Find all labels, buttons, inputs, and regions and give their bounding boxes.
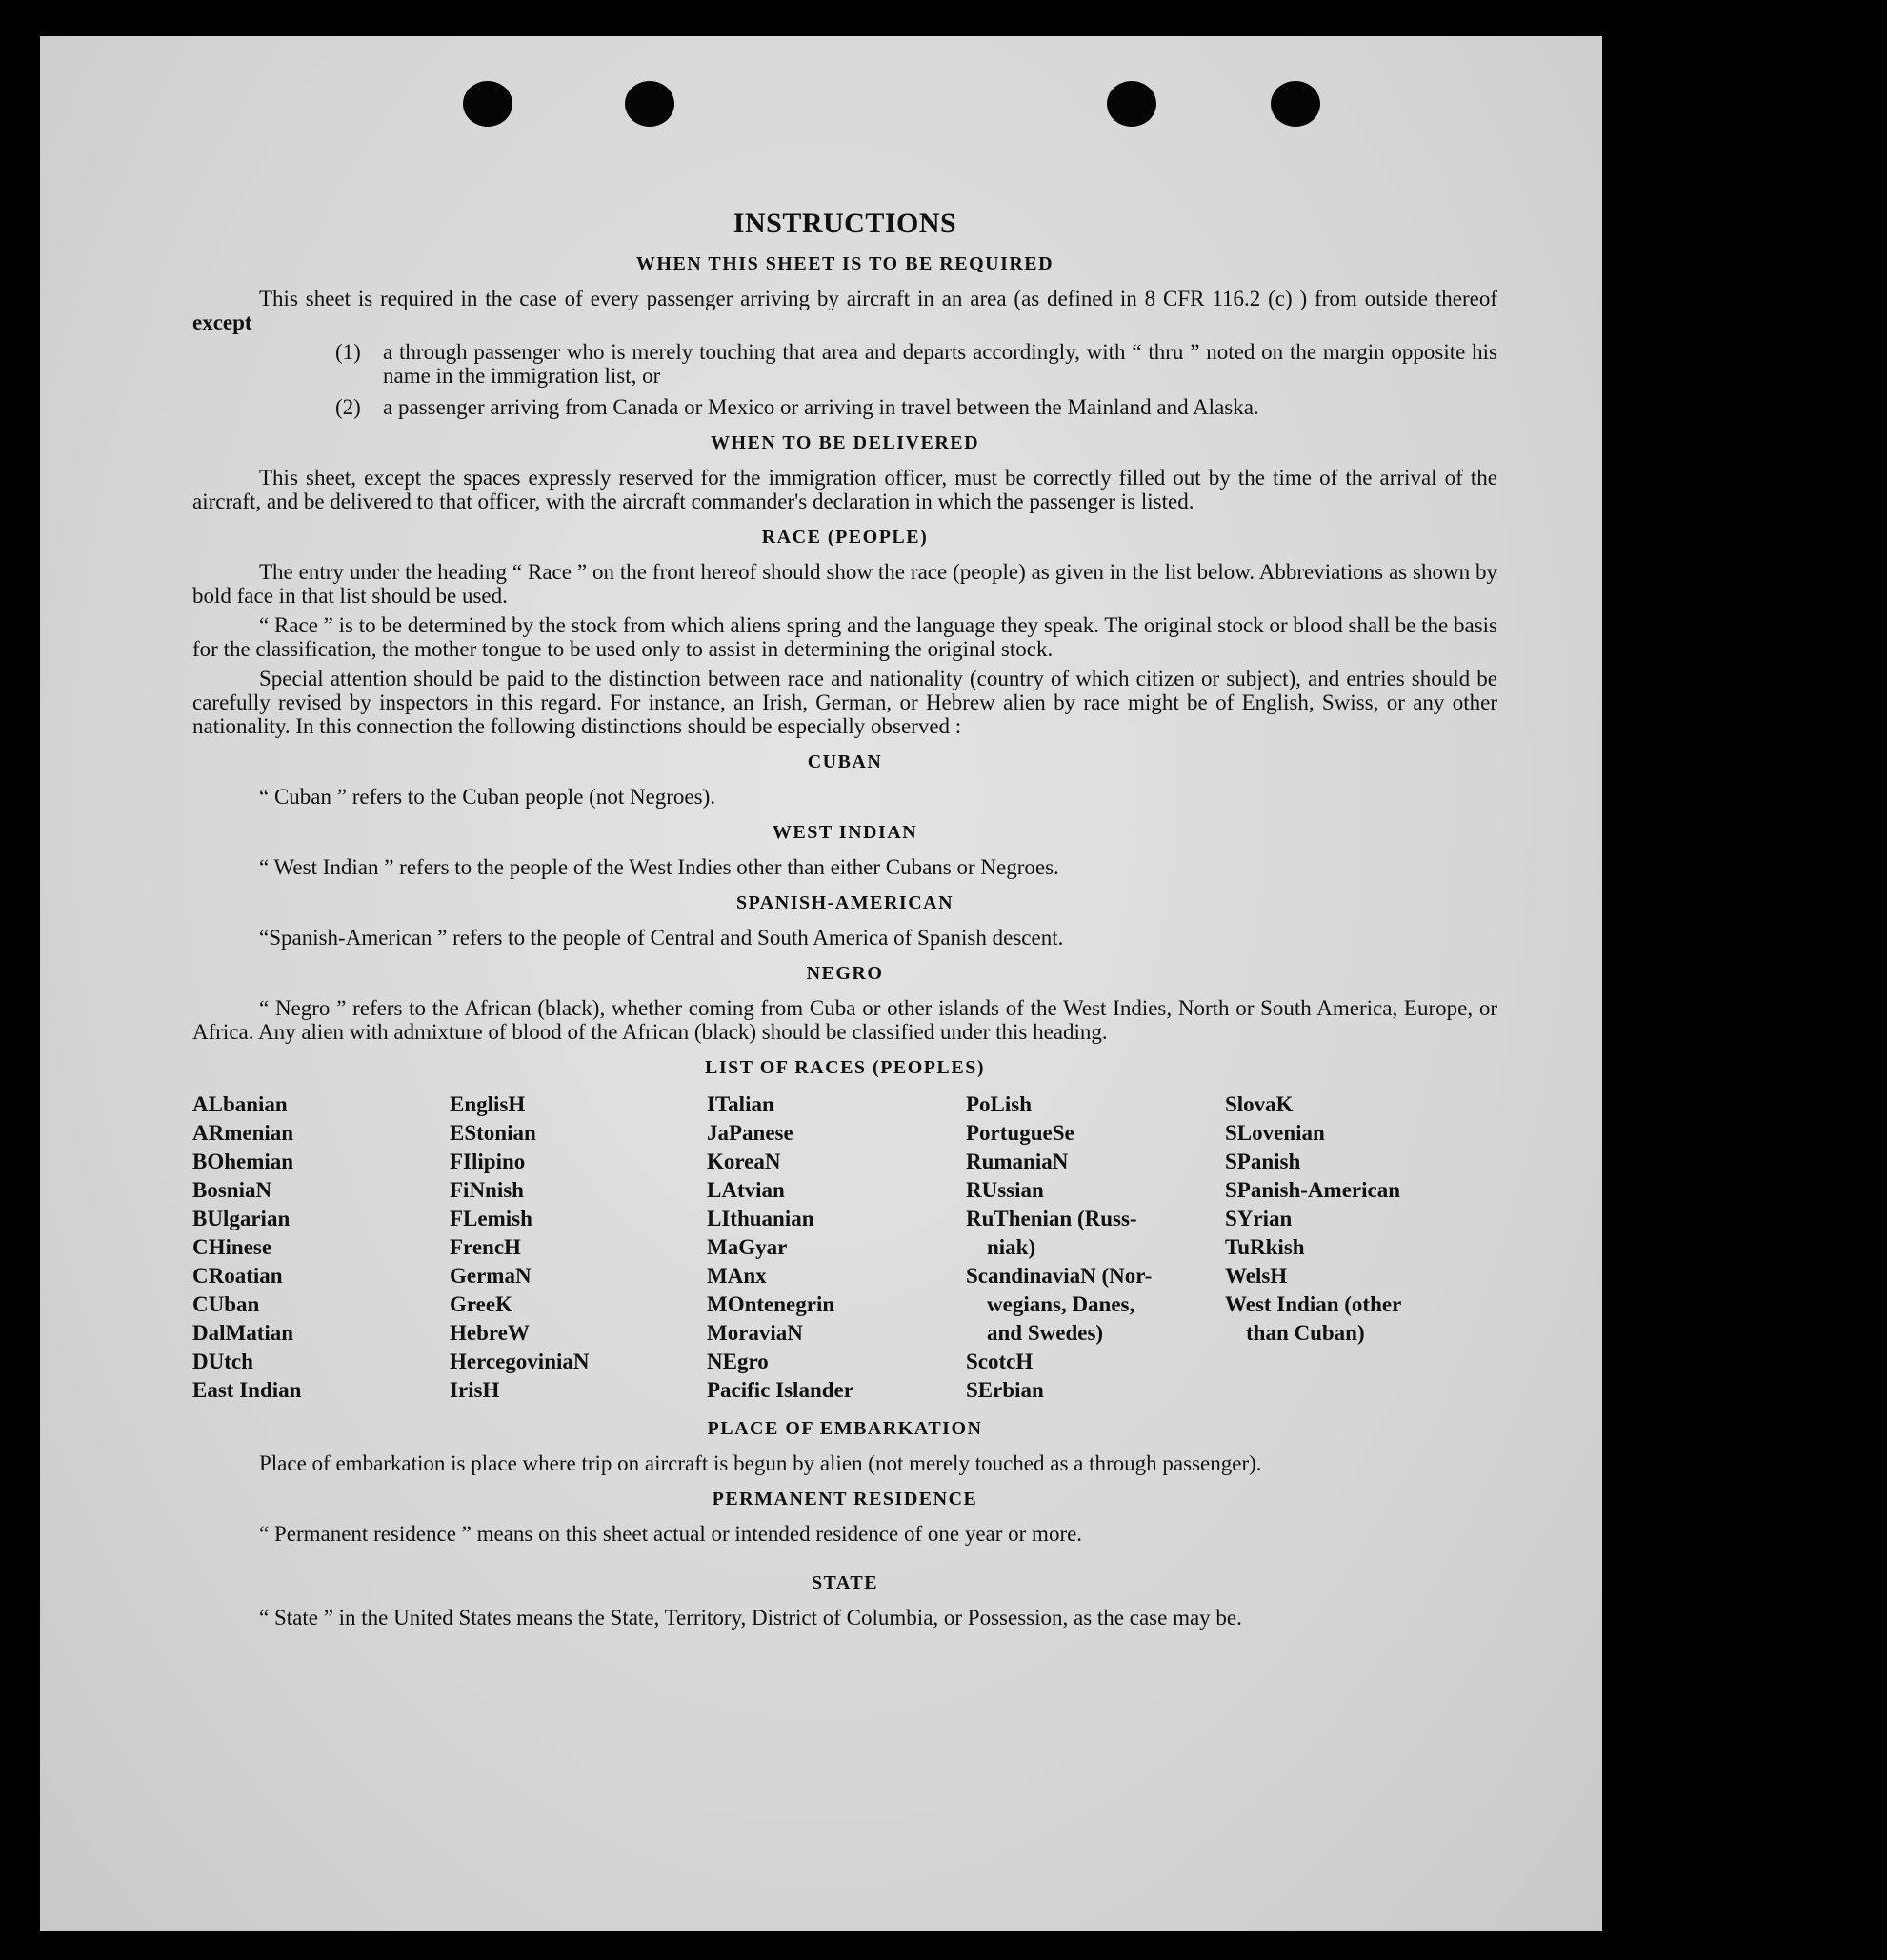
race-entry: KoreaN [707,1150,781,1173]
race-entry: FiNnish [450,1178,524,1202]
race-entry: PortugueSe [966,1121,1074,1145]
document-sheet [40,36,1602,1931]
race-entry: IrisH [450,1378,500,1402]
race-entry: and Swedes) [987,1321,1104,1345]
race-entry: EnglisH [450,1092,526,1116]
race-entry: SPanish [1225,1150,1301,1173]
negro-text: “ Negro ” refers to the African (black), whether coming from Cuba or other islands of the West Indies, North or South America, Europe, or Africa. Any alien with admixture of blood of the African (black) should be classified under this heading. [192,996,1497,1044]
section-heading-west-indian: WEST INDIAN [772,822,918,843]
race-entry: ScotcH [966,1350,1034,1373]
section-heading-state: STATE [811,1572,879,1593]
race-entry: RumaniaN [966,1150,1069,1173]
spanish-american-text: “Spanish-American ” refers to the people of Central and South America of Spanish descent. [259,926,1064,950]
race-entry: ITalian [707,1092,774,1116]
race-entry: MOntenegrin [707,1292,835,1316]
race-entry: FIlipino [450,1150,526,1173]
section-heading-negro: NEGRO [806,963,884,984]
section-heading-cuban: CUBAN [807,751,883,772]
race-entry: East Indian [192,1378,302,1402]
race-entry: HebreW [450,1321,530,1345]
residence-text: “ Permanent residence ” means on this sheet actual or intended residence of one year or more. [259,1522,1083,1546]
race-entry: MoraviaN [707,1321,803,1345]
race-entry: BUlgarian [192,1207,291,1230]
punch-hole [1107,81,1156,127]
races-column-5 [1225,1090,1497,1405]
race-entry: DalMatian [192,1321,294,1345]
punch-hole [625,81,674,127]
race-entry: BosniaN [192,1178,272,1202]
required-item-1: (1) a through passenger who is merely touching that area and departs accordingly, with “ thru ” noted on the margin opposite his name in the immigration list, or [335,340,1497,388]
race-entry: CRoatian [192,1264,283,1288]
race-entry: NEgro [707,1350,769,1373]
race-entry: FrencH [450,1235,521,1259]
race-entry: niak) [987,1235,1036,1259]
section-heading-embarkation: PLACE OF EMBARKATION [707,1418,983,1439]
races-column-4 [966,1090,1225,1405]
race-entry: DUtch [192,1350,253,1373]
section-heading-residence: PERMANENT RESIDENCE [712,1489,978,1510]
delivered-text: This sheet, except the spaces expressly reserved for the immigration officer, must be correctly filled out by the time of the arrival of the aircraft, and be delivered to that officer, with the aircraft commander's declaration in which the passenger is listed. [192,466,1497,513]
race-entry: GreeK [450,1292,512,1316]
race-entry: SlovaK [1225,1092,1294,1116]
punch-hole [463,81,512,127]
race-entry: BOhemian [192,1150,294,1173]
embarkation-text: Place of embarkation is place where trip on aircraft is begun by alien (not merely touched as a through passenger). [259,1451,1262,1475]
races-list [192,1090,1497,1405]
race-entry: GermaN [450,1264,532,1288]
required-intro: This sheet is required in the case of every passenger arriving by aircraft in an area (as defined in 8 CFR 116.2 (c) ) from outside thereof except [192,287,1497,334]
instructions-content [192,170,1497,1635]
race-entry: TuRkish [1225,1235,1305,1259]
race-entry: CHinese [192,1235,272,1259]
race-entry: MaGyar [707,1235,788,1259]
races-column-2 [450,1090,707,1405]
race-entry: PoLish [966,1092,1033,1116]
race-entry: ALbanian [192,1092,288,1116]
race-entry: SErbian [966,1378,1044,1402]
race-entry: ARmenian [192,1121,294,1145]
race-entry: JaPanese [707,1121,793,1145]
race-entry: RuThenian (Russ- [966,1207,1137,1230]
race-entry: than Cuban) [1246,1321,1365,1345]
race-entry: West Indian (other [1225,1292,1402,1316]
section-heading-spanish-american: SPANISH-AMERICAN [735,892,954,913]
required-item-2: (2) a passenger arriving from Canada or Mexico or arriving in travel between the Mainland and Alaska. [335,395,1259,419]
races-column-1 [192,1090,450,1405]
race-entry: WelsH [1225,1264,1288,1288]
punch-hole [1271,81,1320,127]
west-indian-text: “ West Indian ” refers to the people of the West Indies other than either Cubans or Negroes. [259,855,1059,879]
race-entry: FLemish [450,1207,532,1230]
race-entry: EStonian [450,1121,536,1145]
race-entry: wegians, Danes, [987,1292,1135,1316]
section-heading-list-of-races: LIST OF RACES (PEOPLES) [704,1057,985,1078]
race-entry: RUssian [966,1178,1044,1202]
race-entry: ScandinaviaN (Nor- [966,1264,1153,1288]
races-column-3 [707,1090,966,1405]
race-entry: SYrian [1225,1207,1293,1230]
section-heading-required: WHEN THIS SHEET IS TO BE REQUIRED [635,253,1054,274]
race-entry: SPanish-American [1225,1178,1400,1202]
race-paragraph-2: “ Race ” is to be determined by the stock from which aliens spring and the language they speak. The original stock or blood shall be the basis for the classification, the mother tongue to be used only to assist in determining the original stock. [192,613,1498,661]
race-paragraph-1: The entry under the heading “ Race ” on the front hereof should show the race (people) as given in the list below. Abbreviations as shown by bold face in that list should be used. [192,560,1497,608]
page-title: INSTRUCTIONS [733,208,957,239]
section-heading-race: RACE (PEOPLE) [761,527,929,548]
race-paragraph-3: Special attention should be paid to the distinction between race and nationality (country of which citizen or subject), and entries should be carefully revised by inspectors in this regard. For instance, an Irish, German, or Hebrew alien by race might be of English, Swiss, or any other nationality. In this connection the following distinctions should be especially observed : [192,667,1497,738]
state-text: “ State ” in the United States means the State, Territory, District of Columbia, or Possession, as the case may be. [259,1606,1242,1630]
race-entry: LAtvian [707,1178,785,1202]
race-entry: SLovenian [1225,1121,1325,1145]
race-entry: CUban [192,1292,260,1316]
race-entry: MAnx [707,1264,767,1288]
section-heading-delivered: WHEN TO BE DELIVERED [710,432,980,453]
cuban-text: “ Cuban ” refers to the Cuban people (not Negroes). [259,785,716,809]
race-entry: HercegoviniaN [450,1350,590,1373]
race-entry: Pacific Islander [707,1378,853,1402]
race-entry: LIthuanian [707,1207,814,1230]
